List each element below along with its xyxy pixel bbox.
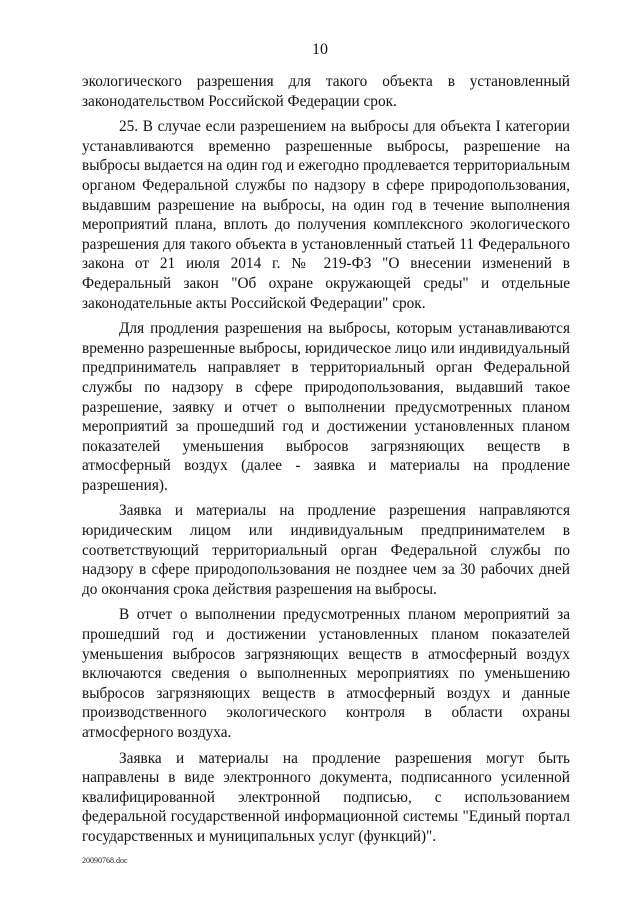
- paragraph-item-25: 25. В случае если разрешением на выбросы для объекта I категории устанавливаются временно разрешенные выбросы, разрешение на выбросы выдается на один год и ежегодно продлевается территориальным органом Федеральной службы по надзору в сфере природопользования, выдавшим разрешение на выбросы, на один год в течение выполнения мероприятий плана, вплоть до получения комплексного экологического разрешения для такого объекта в установленный статьей 11 Федерального закона от 21 июля 2014 г. № 219-ФЗ "О внесении изменений в Федеральный закон "Об охране окружающей среды" и отдельные законодательные акты Российской Федерации" срок.: [82, 118, 570, 312]
- paragraph-electronic-submission: Заявка и материалы на продление разрешения могут быть направлены в виде электронного документа, подписанного усиленной квалифицированной электронной подписью, с использованием федеральной государственной информационной системы "Единый портал государственных и муниципальных услуг (функций)".: [82, 749, 570, 845]
- page-number: 10: [312, 41, 328, 58]
- document-file-code: 20090768.doc: [82, 856, 128, 865]
- paragraph-report-contents: В отчет о выполнении предусмотренных планом мероприятий за прошедший год и достижении установленных планом показателей уменьшения выбросов загрязняющих веществ в атмосферный воздух включаются сведения о выполненных мероприятиях по уменьшению выбросов загрязняющих веществ в атмосферный воздух и данные производственного экологического контроля в области охраны атмосферного воздуха.: [82, 606, 570, 741]
- paragraph-extension-procedure: Для продления разрешения на выбросы, которым устанавливаются временно разрешенные выбросы, юридическое лицо или индивидуальный предприниматель направляет в территориальный орган Федеральной службы по надзору в сфере природопользования, выдавший такое разрешение, заявку и отчет о выполнении предусмотренных планом мероприятий за прошедший год и достижении установленных планом показателей уменьшения выбросов загрязняющих веществ в атмосферный воздух (далее - заявка и материалы на продление разрешения).: [82, 320, 570, 494]
- paragraph-continuation: экологического разрешения для такого объекта в установленный законодательством Российской Федерации срок.: [82, 73, 570, 110]
- paragraph-submission-deadline: Заявка и материалы на продление разрешения направляются юридическим лицом или индивидуальным предпринимателем в соответствующий территориальный орган Федеральной службы по надзору в сфере природопользования не позднее чем за 30 рабочих дней до окончания срока действия разрешения на выбросы.: [82, 502, 570, 598]
- document-body: [82, 72, 570, 853]
